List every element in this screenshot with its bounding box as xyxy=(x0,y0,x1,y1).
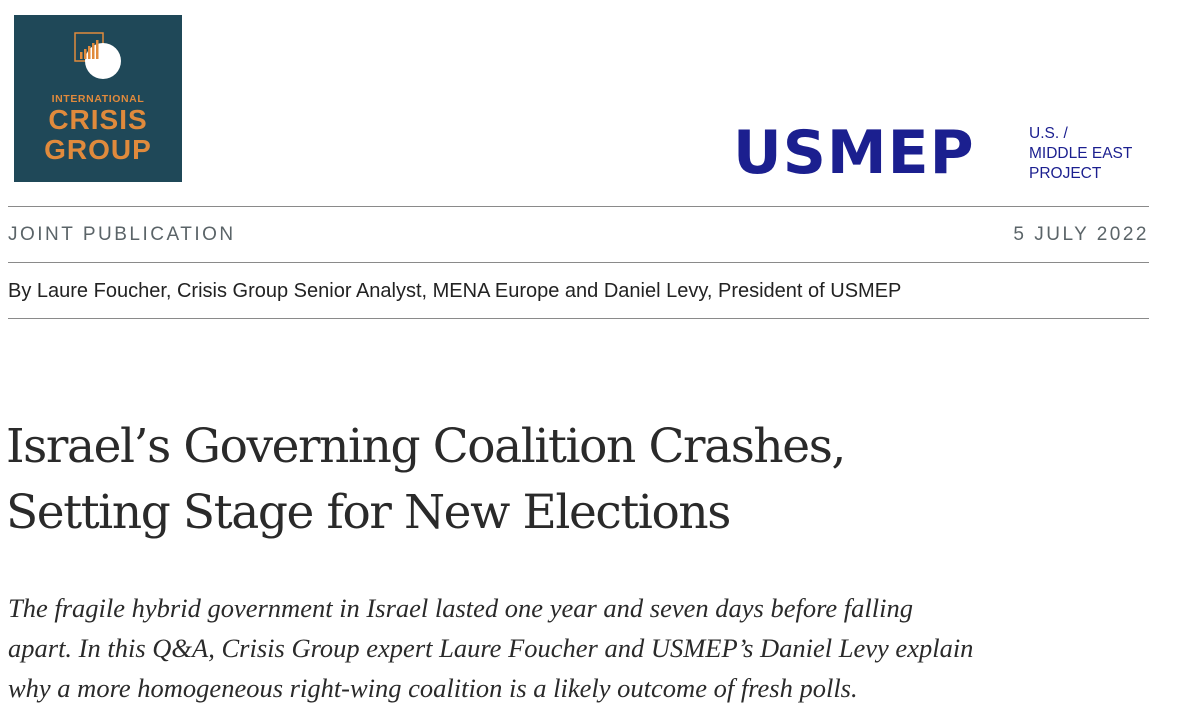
divider-middle xyxy=(8,262,1149,263)
crisis-group-logo-line1: INTERNATIONAL xyxy=(51,93,145,105)
divider-top xyxy=(8,206,1149,207)
crisis-group-logo-line3: GROUP xyxy=(44,134,152,165)
usmep-wordmark: USMEP xyxy=(733,118,975,188)
usmep-subtitle xyxy=(1029,124,1132,184)
summary-line3: why a more homogeneous right-wing coalition is a likely outcome of fresh polls. xyxy=(8,673,858,703)
headline-line1: Israel’s Governing Coalition Crashes, xyxy=(6,419,845,474)
byline: By Laure Foucher, Crisis Group Senior Analyst, MENA Europe and Daniel Levy, President of USMEP xyxy=(8,280,902,302)
summary-line2: apart. In this Q&A, Crisis Group expert Laure Foucher and USMEP’s Daniel Levy explain xyxy=(8,633,974,663)
divider-bottom xyxy=(8,318,1149,319)
crisis-group-logo xyxy=(14,15,182,182)
headline-line2: Setting Stage for New Elections xyxy=(6,485,730,540)
publication-type: JOINT PUBLICATION xyxy=(8,224,236,245)
article-summary xyxy=(8,588,1168,708)
publication-date: 5 JULY 2022 xyxy=(1013,224,1149,245)
usmep-subtitle-line2: MIDDLE EAST xyxy=(1029,145,1133,162)
usmep-subtitle-line3: PROJECT xyxy=(1029,165,1102,182)
summary-line1: The fragile hybrid government in Israel lasted one year and seven days before falling xyxy=(8,593,913,623)
usmep-subtitle-line1: U.S. / xyxy=(1029,125,1068,142)
article-headline xyxy=(6,414,1166,546)
crisis-group-logo-line2: CRISIS xyxy=(48,104,148,135)
crisis-group-logo-mark-icon xyxy=(74,32,124,82)
